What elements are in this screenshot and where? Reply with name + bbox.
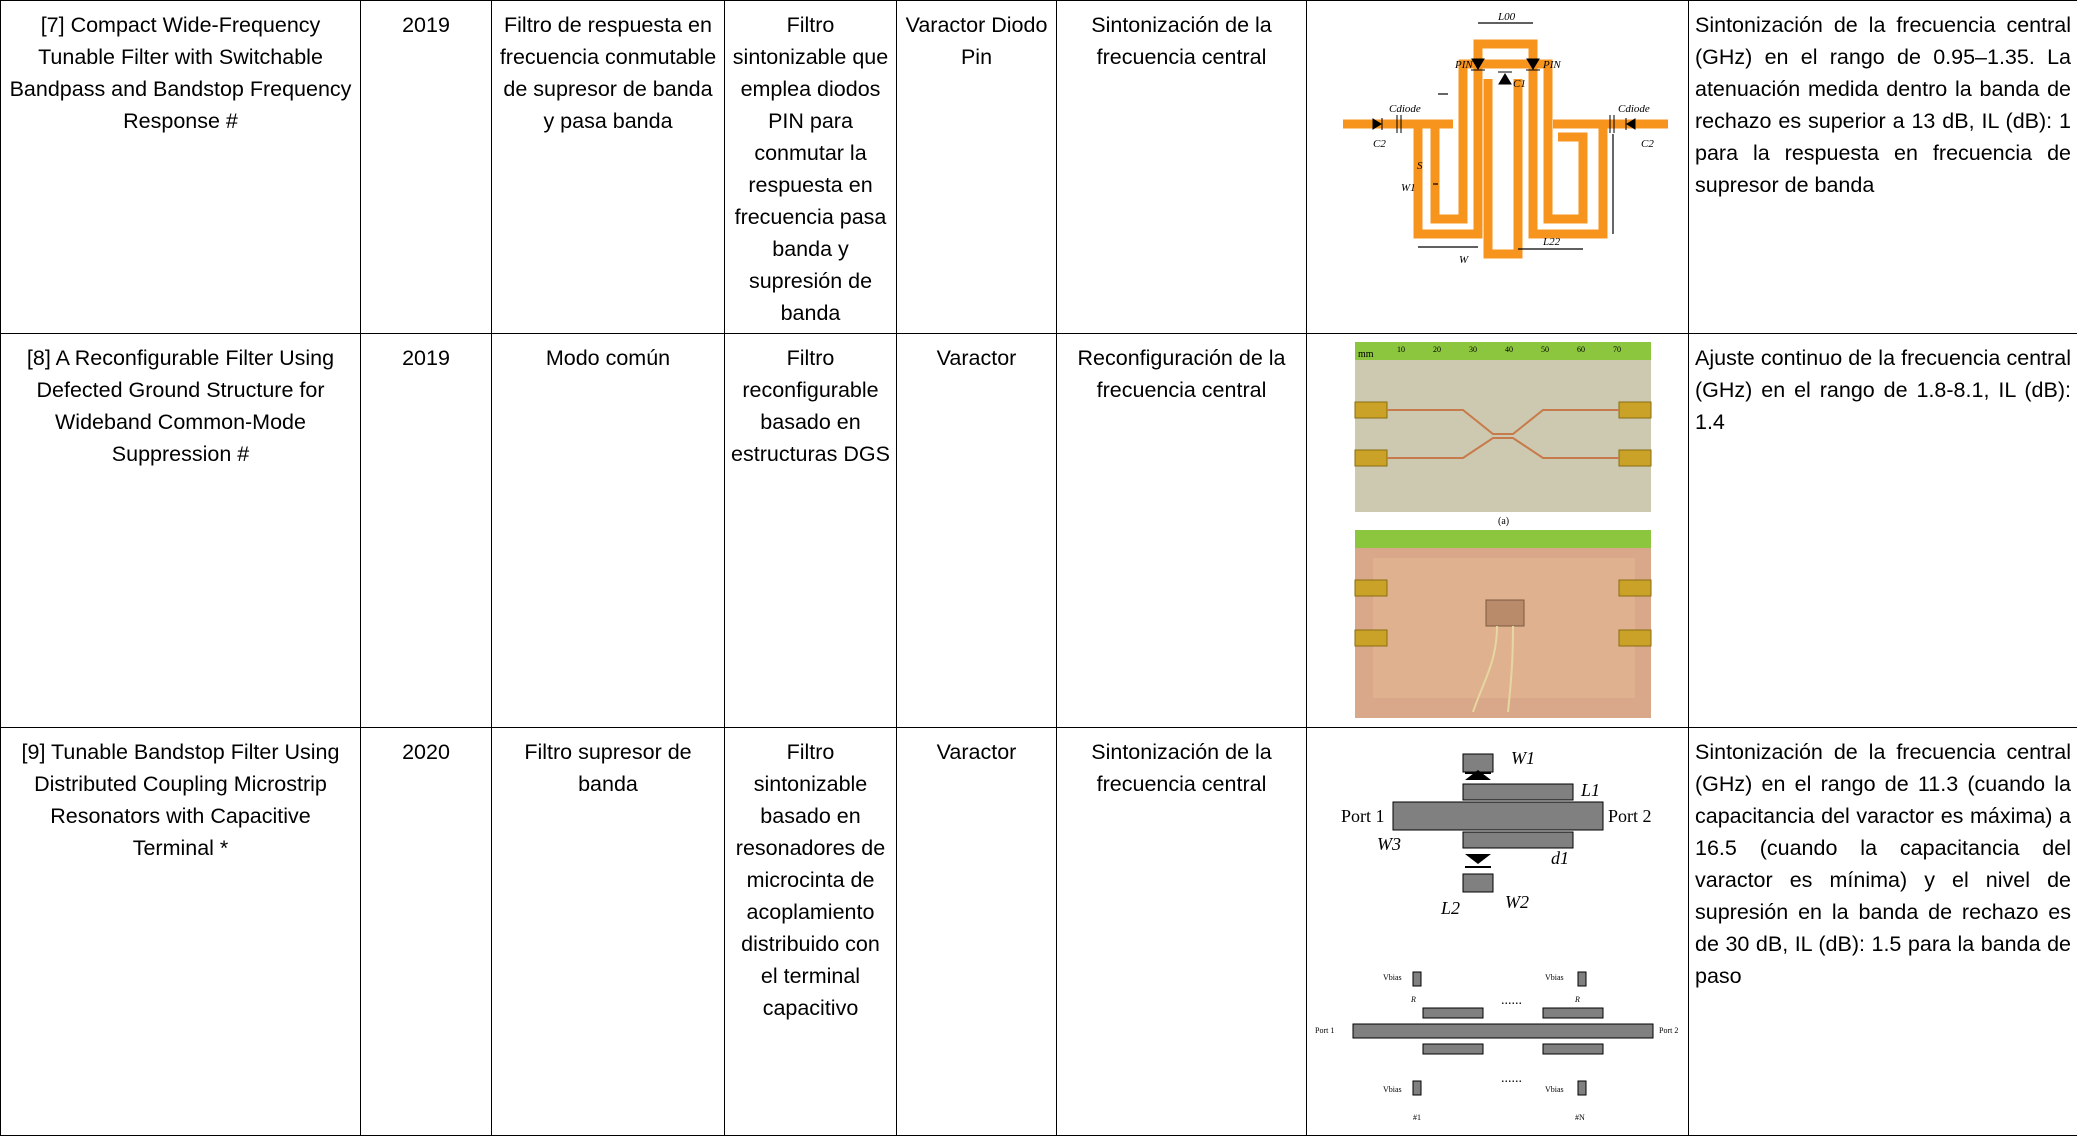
first-unit-label: #1	[1413, 1113, 1421, 1122]
results-cell: Ajuste continuo de la frecuencia central (GHz) en el rango de 1.8-8.1, IL (dB): 1.4	[1689, 334, 2077, 728]
table-row	[1, 728, 2077, 1136]
ellipsis-top: ......	[1501, 993, 1522, 1008]
function-cell: Sintonización de la frecuencia central	[1057, 1, 1307, 334]
ruler-tick: 10	[1397, 345, 1405, 354]
pin-left-label: PIN	[1454, 59, 1473, 71]
ellipsis-bottom: ......	[1501, 1071, 1522, 1086]
ruler-tick: 60	[1577, 345, 1585, 354]
c2-right-label: C2	[1641, 138, 1654, 150]
last-unit-label: #N	[1575, 1113, 1585, 1122]
ruler-unit-label: mm	[1358, 349, 1374, 360]
table-row	[1, 1, 2077, 334]
l1-label: L1	[1580, 780, 1600, 800]
figure-cell	[1307, 1, 1689, 334]
description-cell: Filtro reconfigurable basado en estructuras DGS	[725, 334, 897, 728]
w1-label: W1	[1511, 748, 1535, 768]
port1-label: Port 1	[1341, 806, 1385, 826]
s-label: S	[1417, 160, 1423, 172]
vbias-label: Vbias	[1383, 973, 1402, 982]
array-port1-label: Port 1	[1315, 1026, 1334, 1035]
results-cell: Sintonización de la frecuencia central (GHz) en el rango de 0.95–1.35. La atenuación medida dentro la banda de rechazo es superior a 13 dB, IL (dB): 1 para la respuesta en frecuencia de supresor de banda	[1689, 1, 2077, 334]
results-cell: Sintonización de la frecuencia central (GHz) en el rango de 11.3 (cuando la capacitancia del varactor es máxima) a 16.5 (cuando la capacitancia del varactor es mínima) y el nivel de supresión en la banda de rechazo es de 30 dB, IL (dB): 1.5 para la banda de paso	[1689, 728, 2077, 1136]
w2-label: W2	[1505, 892, 1529, 912]
cdiode-left-label: Cdiode	[1389, 103, 1421, 115]
reference-cell: [7] Compact Wide-Frequency Tunable Filter with Switchable Bandpass and Bandstop Frequency Response #	[1, 1, 361, 334]
bandstop-filter-schematic	[1313, 736, 1689, 1126]
d1-label: d1	[1551, 848, 1569, 868]
resistor-label: R	[1574, 995, 1580, 1004]
ruler-tick: 30	[1469, 345, 1477, 354]
reference-cell: [9] Tunable Bandstop Filter Using Distributed Coupling Microstrip Resonators with Capacitive Terminal *	[1, 728, 361, 1136]
cdiode-right-label: Cdiode	[1618, 103, 1650, 115]
tunable-filter-layout-figure	[1313, 9, 1689, 324]
vbias-label: Vbias	[1545, 1085, 1564, 1094]
ruler-tick: 40	[1505, 345, 1513, 354]
fabricated-filter-photos	[1313, 342, 1689, 718]
c1-label: C1	[1513, 78, 1526, 90]
w-left-label: W1	[1401, 182, 1416, 194]
vbias-label: Vbias	[1383, 1085, 1402, 1094]
w-mid-label: W	[1459, 254, 1469, 266]
year-cell: 2019	[361, 1, 492, 334]
c2-left-label: C2	[1373, 138, 1386, 150]
array-port2-label: Port 2	[1659, 1026, 1678, 1035]
year-cell: 2019	[361, 334, 492, 728]
resistor-label: R	[1410, 995, 1416, 1004]
function-cell: Sintonización de la frecuencia central	[1057, 728, 1307, 1136]
table-row	[1, 334, 2077, 728]
ruler-tick: 50	[1541, 345, 1549, 354]
element-cell: Varactor	[897, 334, 1057, 728]
figure-cell	[1307, 728, 1689, 1136]
description-cell: Filtro sintonizable que emplea diodos PIN para conmutar la respuesta en frecuencia pasa banda y supresión de banda	[725, 1, 897, 334]
l-right-label: L22	[1542, 236, 1561, 248]
filter-type-cell: Filtro de respuesta en frecuencia conmutable de supresor de banda y pasa banda	[492, 1, 725, 334]
vbias-label: Vbias	[1545, 973, 1564, 982]
element-cell: Varactor Diodo Pin	[897, 1, 1057, 334]
pin-right-label: PIN	[1542, 59, 1561, 71]
reference-cell: [8] A Reconfigurable Filter Using Defected Ground Structure for Wideband Common-Mode Suppression #	[1, 334, 361, 728]
port2-label: Port 2	[1608, 806, 1652, 826]
description-cell: Filtro sintonizable basado en resonadores de microcinta de acoplamiento distribuido con el terminal capacitivo	[725, 728, 897, 1136]
ruler-tick: 70	[1613, 345, 1621, 354]
filter-type-cell: Filtro supresor de banda	[492, 728, 725, 1136]
l2-label: L2	[1440, 898, 1460, 918]
photo-caption-a: (a)	[1498, 516, 1509, 527]
ruler-tick: 20	[1433, 345, 1441, 354]
year-cell: 2020	[361, 728, 492, 1136]
w3-label: W3	[1377, 834, 1401, 854]
function-cell: Reconfiguración de la frecuencia central	[1057, 334, 1307, 728]
figure-cell	[1307, 334, 1689, 728]
filter-type-cell: Modo común	[492, 334, 725, 728]
element-cell: Varactor	[897, 728, 1057, 1136]
l-top-label: L00	[1497, 11, 1516, 23]
